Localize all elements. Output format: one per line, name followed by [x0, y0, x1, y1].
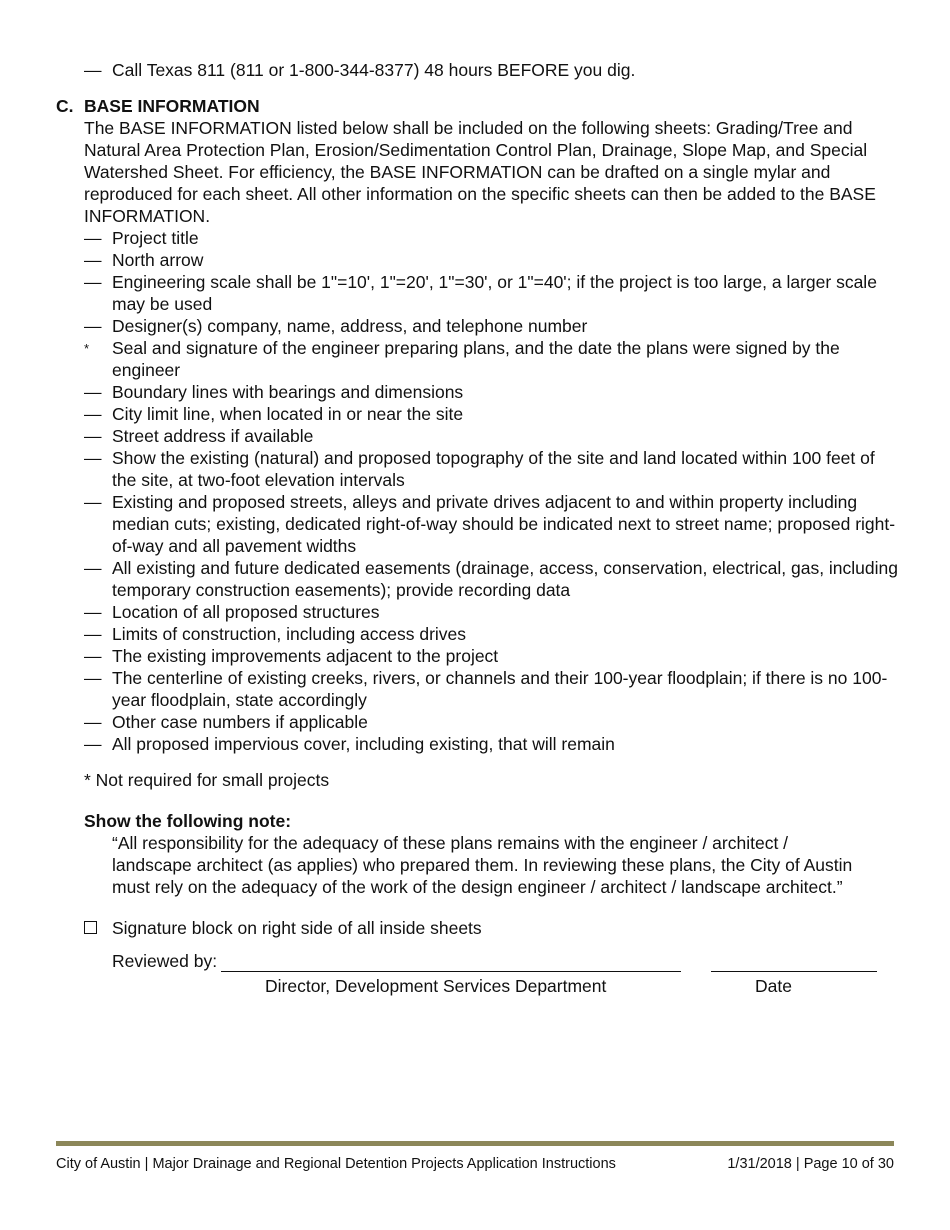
note-quote: “All responsibility for the adequacy of these plans remains with the engineer / architect / landscape architect (as applies) who prepared them. In reviewing these plans, the City of Austin must rely on the adequacy of the work of the design engineer / architect / landscape architect.”	[112, 833, 853, 897]
list-item	[84, 491, 898, 557]
signature-captions	[265, 975, 898, 997]
dash-marker: —	[84, 602, 102, 622]
dash-marker: —	[84, 624, 102, 644]
dash-marker: —	[84, 668, 102, 688]
dash-marker: —	[84, 272, 102, 292]
list-item	[84, 227, 898, 249]
dash-marker: —	[84, 382, 102, 402]
dash-marker: —	[84, 316, 102, 336]
list-item	[84, 733, 898, 755]
list-item-text: Boundary lines with bearings and dimensions	[112, 382, 464, 402]
dash-marker: —	[84, 492, 102, 512]
dash-marker: —	[84, 426, 102, 446]
dash-marker: —	[84, 646, 102, 666]
list-item-text: Project title	[112, 228, 199, 248]
checkbox-label: Signature block on right side of all inside sheets	[112, 918, 482, 938]
list-item	[84, 249, 898, 271]
list-item-text: Designer(s) company, name, address, and telephone number	[112, 316, 588, 336]
list-item	[84, 315, 898, 337]
list-item	[84, 381, 898, 403]
dash-marker: —	[84, 734, 102, 754]
footer-rule	[56, 1141, 894, 1146]
dash-marker: —	[84, 404, 102, 424]
checkbox-square-icon	[84, 921, 97, 934]
list-item	[84, 271, 898, 315]
list-item-text: Seal and signature of the engineer preparing plans, and the date the plans were signed by the engineer	[112, 338, 840, 380]
signature-line	[221, 953, 681, 972]
list-item	[84, 645, 898, 667]
list-item	[84, 557, 898, 601]
list-item	[84, 447, 898, 491]
list-item-text: City limit line, when located in or near the site	[112, 404, 464, 424]
list-item-text: Location of all proposed structures	[112, 602, 380, 622]
date-caption: Date	[755, 976, 792, 996]
list-item	[84, 667, 898, 711]
list-item	[84, 337, 898, 381]
list-item-text: Street address if available	[112, 426, 314, 446]
footer-right: 1/31/2018 | Page 10 of 30	[727, 1156, 894, 1172]
list-item	[84, 623, 898, 645]
top-bullet-text: Call Texas 811 (811 or 1-800-344-8377) 48 hours BEFORE you dig.	[112, 60, 636, 80]
list-item	[84, 711, 898, 733]
reviewed-by-label: Reviewed by:	[112, 951, 218, 971]
list-item-text: All existing and future dedicated easements (drainage, access, conservation, electrical, gas, including temporary construction easements); provide recording data	[112, 558, 898, 600]
footer-left: City of Austin | Major Drainage and Regional Detention Projects Application Instructions	[56, 1156, 616, 1172]
section-intro: The BASE INFORMATION listed below shall be included on the following sheets: Grading/Tree and Natural Area Protection Plan, Erosion/Sedimentation Control Plan, Drainage, Slope Map, and Special Watershed Sheet. For efficiency, the BASE INFORMATION can be drafted on a single mylar and reproduced for each sheet. All other information on the specific sheets can then be added to the BASE INFORMATION.	[84, 118, 876, 226]
base-information-list	[84, 227, 898, 755]
list-item-text: Existing and proposed streets, alleys and private drives adjacent to and within property including median cuts; existing, dedicated right-of-way should be indicated next to street name; proposed right-of-way and all pavement widths	[112, 492, 896, 556]
list-item-text: Show the existing (natural) and proposed topography of the site and land located within 100 feet of the site, at two-foot elevation intervals	[112, 448, 875, 490]
list-item-text: Other case numbers if applicable	[112, 712, 368, 732]
dash-marker: —	[84, 448, 102, 468]
list-item-text: Limits of construction, including access drives	[112, 624, 467, 644]
footnote: * Not required for small projects	[84, 770, 330, 790]
dash-marker: —	[84, 558, 102, 578]
top-bullet	[84, 59, 894, 81]
section-body	[84, 117, 898, 997]
reviewed-by-row	[112, 950, 898, 972]
signature-block-checkbox[interactable]	[84, 917, 112, 939]
list-item	[84, 601, 898, 623]
date-line	[711, 953, 877, 972]
dash-marker: —	[84, 228, 102, 248]
dash-marker: —	[84, 250, 102, 270]
list-item-text: All proposed impervious cover, including existing, that will remain	[112, 734, 615, 754]
signature-block-checkbox-row[interactable]	[84, 917, 898, 939]
dash-marker: —	[84, 60, 102, 80]
list-item-text: The existing improvements adjacent to the project	[112, 646, 499, 666]
section-heading	[56, 95, 898, 117]
list-item	[84, 403, 898, 425]
list-item-text: The centerline of existing creeks, rivers, or channels and their 100-year floodplain; if there is no 100-year floodplain, state accordingly	[112, 668, 888, 710]
section-letter: C.	[56, 96, 74, 116]
list-item-text: North arrow	[112, 250, 204, 270]
section-title: BASE INFORMATION	[84, 96, 260, 116]
section-base-information	[56, 95, 898, 997]
note-heading: Show the following note:	[84, 811, 292, 831]
director-caption: Director, Development Services Department	[265, 976, 607, 996]
asterisk-marker: *	[84, 341, 90, 356]
list-item	[84, 425, 898, 447]
dash-marker: —	[84, 712, 102, 732]
list-item-text: Engineering scale shall be 1"=10', 1"=20', 1"=30', or 1"=40'; if the project is too large, a larger scale may be used	[112, 272, 877, 314]
page-footer	[56, 1155, 894, 1173]
